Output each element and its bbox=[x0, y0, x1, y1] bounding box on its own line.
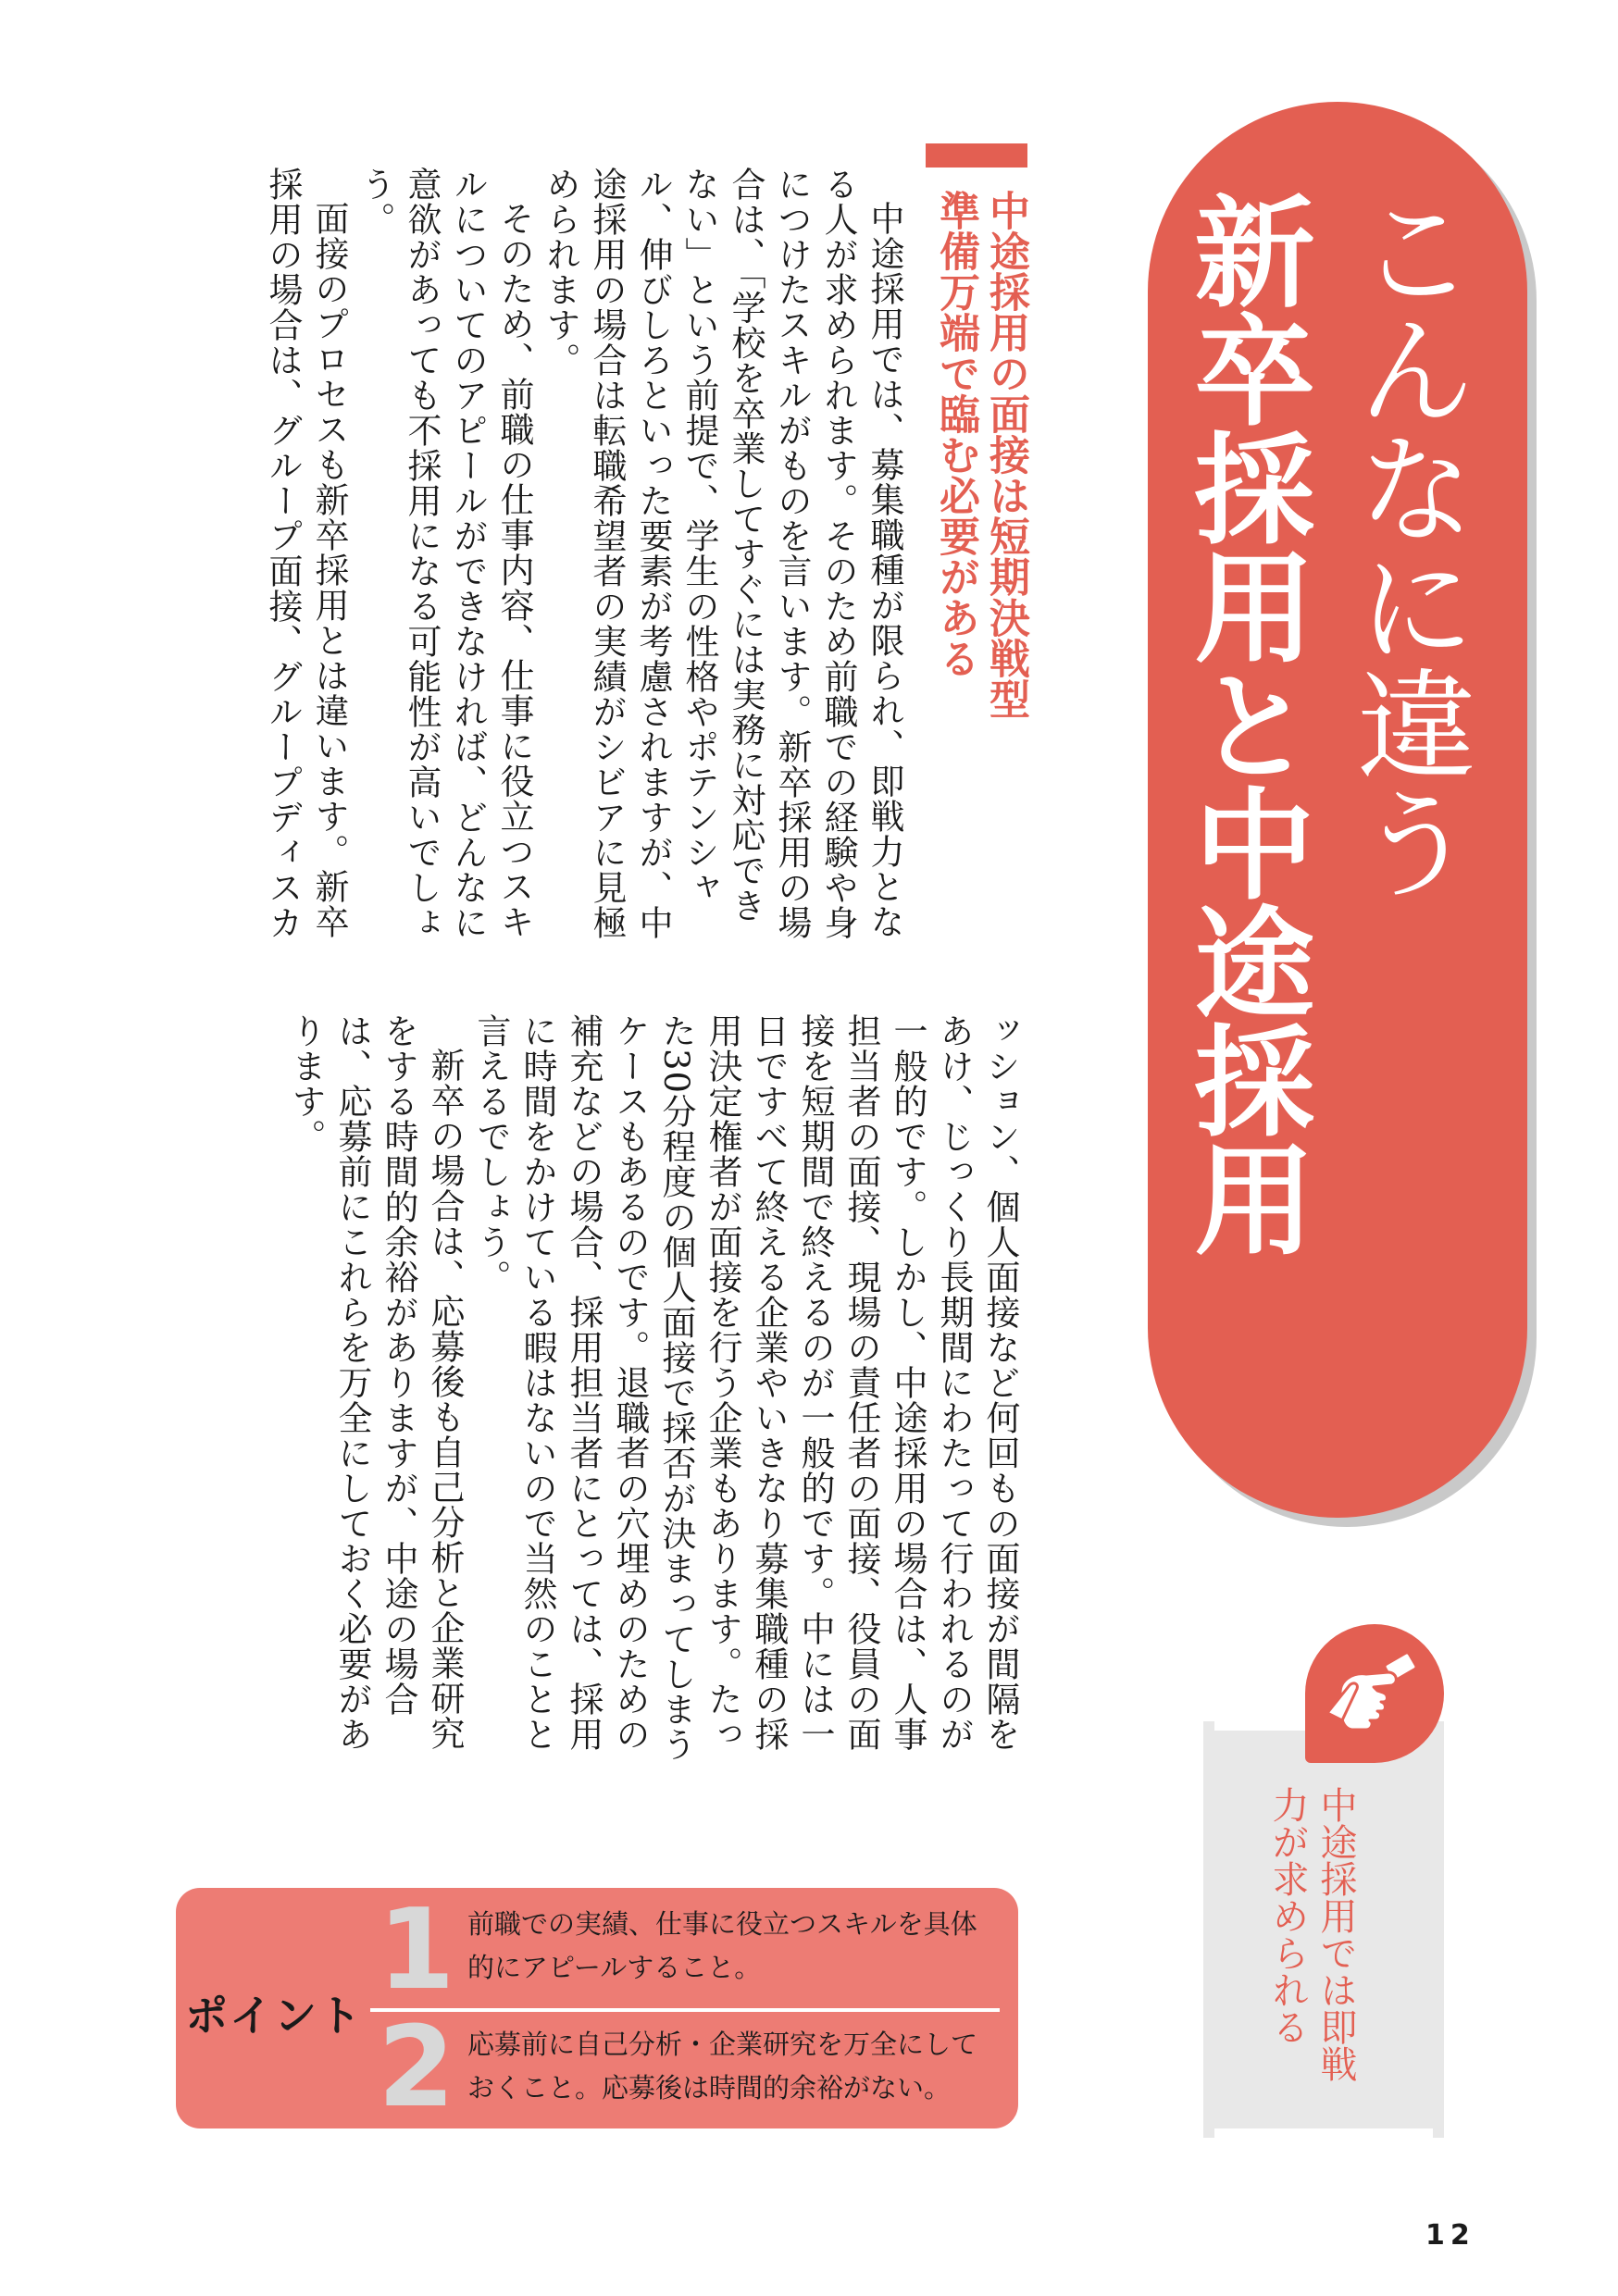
heading-accent-bar bbox=[926, 143, 1027, 168]
point-number-1: 1 bbox=[378, 1886, 455, 2015]
speech-bubble bbox=[1305, 1624, 1444, 1763]
paragraph: 中途採用では、募集職種が限られ、即戦力となる人が求められます。そのため前職での経験や身につけたスキルがものを言います。新卒採用の場合は、「学校を卒業してすぐには実務に対応できない」という前提で、学生の性格やポテンシャル、伸びしろといった要素が考慮されますが、中途採用の場合は転職希望者の実績がシビアに見極められます。 bbox=[541, 167, 904, 940]
page-title-line2: 新卒採用と中途採用 bbox=[1175, 190, 1315, 1256]
section-heading bbox=[930, 190, 1030, 893]
point-divider bbox=[370, 2008, 1000, 2012]
paragraph: ッション、個人面接など何回もの面接が間隔をあけ、じっくり長期間にわたって行われるのが一般的です。しかし、中途採用の場合は、人事担当者の面接、現場の責任者の面接、役員の面接を短期間で終えるのが一般的です。中には一日ですべて終える企業やいきなり募集職種の採用決定権者が面接を行う企業もあります。たった30分程度の個人面接で採否が決まってしまうケースもあるのです。退職者の穴埋めのための補充などの場合、採用担当者にとっては、採用に時間をかけている暇はないので当然のことと言えるでしょう。 bbox=[471, 1013, 1020, 1763]
point-number-2: 2 bbox=[378, 2004, 455, 2132]
body-text-lower bbox=[157, 1013, 1023, 1781]
page-title-line1: こんなに違う bbox=[1337, 190, 1477, 900]
section-heading-line1: 中途採用の面接は短期決戦型 bbox=[982, 190, 1029, 719]
pointing-hand-icon bbox=[1322, 1644, 1425, 1741]
side-note-text bbox=[1263, 1786, 1360, 2128]
point-label: ポイント bbox=[185, 1991, 363, 2041]
section-heading-line2: 準備万端で臨む必要がある bbox=[932, 190, 979, 678]
paragraph: 面接のプロセスも新卒採用とは違います。新卒採用の場合は、グループ面接、グループディスカ bbox=[263, 167, 349, 940]
paragraph: そのため、前職の仕事内容、仕事に役立つスキルについてのアピールができなければ、どんなに意欲があっても不採用になる可能性が高いでしょう。 bbox=[355, 167, 534, 940]
side-note-line2: 力が求められる bbox=[1266, 1786, 1309, 2045]
side-note-line1: 中途採用では即戦 bbox=[1314, 1786, 1357, 2082]
point-box bbox=[176, 1886, 1018, 2132]
point-text-2: 応募前に自己分析・企業研究を万全にしておくこと。応募後は時間的余裕がない。 bbox=[467, 2029, 978, 2104]
body-text-upper bbox=[157, 167, 907, 944]
page-number: 12 bbox=[1425, 2219, 1475, 2252]
paragraph: 新卒の場合は、応募後も自己分析と企業研究をする時間的余裕がありますが、中途の場合は、応募前にこれらを万全にしておく必要があります。 bbox=[286, 1013, 465, 1752]
point-text-1: 前職での実績、仕事に役立つスキルを具体的にアピールすること。 bbox=[467, 1908, 977, 1983]
